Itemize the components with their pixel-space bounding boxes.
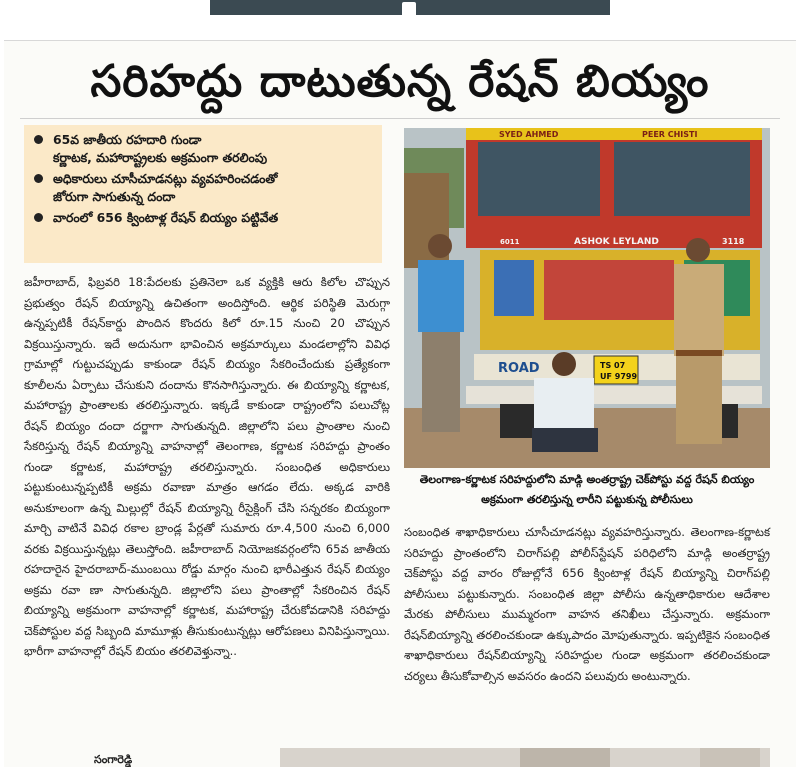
truck-police-photo-illustration <box>404 128 770 468</box>
article-body-right: సంబంధిత శాఖాధికారులు చూసీచూడనట్లు వ్యవహరిస్తున్నారు. తెలంగాణ-కర్ణాటక సరిహద్దు ప్రాంతంలోని చిరాగ్‌పల్లి పోలీస్‌స్టేషన్ పరిధిలోని మాడ్గి అంతర్రాష్ట్ర చెక్‌పోస్టు వద్ద వారం రోజుల్లోనే 656 క్వింటాళ్ల రేషన్ బియ్యాన్ని చిరాగ్‌పల్లి పోలీసులు పట్టుకున్నారు. సంబంధిత జిల్లా పోలీసు ఉన్నతాధికారుల ఆదేశాల మేరకు పోలీసులు ముమ్మరంగా వాహన తనిఖీలు చేస్తున్నారు. అక్రమంగా రేషన్‌బియ్యాన్ని తరలించకుండా ఉక్కుపాదం మోపుతున్నారు. ఇప్పటికైన సంబంధిత శాఖాధికారులు రేషన్‌బియ్యాన్ని సరిహద్దుల గుండా అక్రమంగా తరలించకుండా చర్యలు తీసుకోవాల్సిన అవసరం ఉందని పలువురు అంటున్నారు. <box>404 525 770 683</box>
photo-block <box>700 748 760 767</box>
article-column-left <box>24 272 390 662</box>
plate-line1: TS 07 UF 9799 <box>600 361 638 381</box>
bullet-dot-icon <box>34 213 43 222</box>
headline: సరిహద్దు దాటుతున్న రేషన్ బియ్యం <box>90 56 710 107</box>
model-text: 3118 <box>722 237 745 246</box>
highlight-text: 65వ జాతీయ రహదారి గుండా కర్ణాటక, మహారాష్ట్రలకు అక్రమంగా తరలింపు <box>53 132 268 165</box>
bullet-dot-icon <box>34 135 43 144</box>
masthead-bar <box>210 0 610 15</box>
photo-block <box>520 748 610 767</box>
next-article-dateline: సంగారెడ్డి <box>94 753 133 766</box>
cab-left-text: SYED AHMED <box>499 130 559 139</box>
photo-caption: తెలంగాణ-కర్ణాటక సరిహద్దులోని మాడ్గి అంతర్రాష్ట్ర చెక్‌పోస్టు వద్ద రేషన్ బియ్యం అక్రమంగా తరలిస్తున్న లారీని పట్టుకున్న పోలీసులు <box>419 473 755 506</box>
bumper-text: ROAD <box>498 361 540 376</box>
grille-brand-text: ASHOK LEYLAND <box>574 237 659 247</box>
article-body-left: జహీరాబాద్, ఫిబ్రవరి 18:పేదలకు ప్రతినెలా ఒక వ్యక్తికి ఆరు కిలోల చొప్పున ప్రభుత్వం రేషన్ బియ్యాన్ని ఉచితంగా అందిస్తోంది. ఆర్థిక పరిస్థితి మెరుగ్గా ఉన్నప్పటికీ రేషన్‌కార్డు పొందిన కొందరు కిలో రూ.15 నుంచి 20 చొప్పున విక్రయిస్తున్నారు. ఇదే అదునుగా భావించిన అక్రమార్కులు మండలాల్లోని వివిధ గ్రామాల్లో గుట్టుచప్పుడు కాకుండా రేషన్ బియ్యం సేకరించేందుకు ప్రత్యేకంగా కూలీలను ఏర్పాటు చేసుకుని దందాను కొనసాగిస్తున్నారు. ఈ బియ్యాన్ని కర్ణాటక, మహారాష్ట్ర ప్రాంతాలకు తరలిస్తున్నారు. ఇక్కడే కాకుండా రాష్ట్రంలోని పలుచోట్ల రేషన్ బియ్యం దందా దర్జాగా సాగుతున్నది. జిల్లాలోని పలు ప్రాంతాల నుంచి సేకరిస్తున్న రేషన్ బియ్యాన్ని వాహనాల్లో తెలంగాణ, కర్ణాటక సరిహద్దు ప్రాంతం గుండా కర్ణాటక, మహారాష్ట్ర తరలిస్తున్నారు. సంబంధిత అధికారులు పట్టుకుంటున్నప్పటికీ అక్రమ రవాణా మాత్రం ఆగడం లేదు. అక్కడ వారికి అనుకూలంగా ఉన్న మిల్లుల్లో రేషన్ బియ్యాన్ని రీసైక్లింగ్ చేసి సన్నరకం బియ్యంగా మార్చి వాటినే వివిధ రకాల బ్రాండ్ల పేర్లతో సుమారు రూ.4,500 నుంచి 6,000 వరకు విక్రయిస్తున్నట్లు తెలుస్తోంది. జహీరాబాద్ నియోజకవర్గంలోని 65వ జాతీయ రహదారైన హైదరాబాద్-ముంబయి రోడ్డు మార్గం నుంచి భారీఎత్తున రేషన్ బియ్యం అక్రమ రవా ణా సాగుతున్నది. జిల్లాలోని పలు ప్రాంతాల్లో సేకరించిన రేషన్ బియ్యాన్ని అక్రమంగా వాహనాల్లో కర్ణాటక, మహారాష్ట్ర చేరుకోవడానికి సరిహద్దు చెక్‌పోస్టుల వద్ద సిబ్బంది మామూళ్లు తీసుకుంటున్నట్లు ఆరోపణలు వినిపిస్తున్నాయి. భారీగా వాహనాల్లో రేషన్ బియం తరలివెళ్తున్నా.. <box>24 275 390 658</box>
highlight-item <box>34 170 372 206</box>
badge-text: 6011 <box>500 238 520 246</box>
article-column-right <box>404 522 770 686</box>
highlight-text: వారంలో 656 క్వింటాళ్ల రేషన్ బియ్యం పట్టివేత <box>53 210 279 225</box>
next-article-photo <box>280 748 770 767</box>
highlight-item <box>34 209 372 227</box>
bullet-dot-icon <box>34 174 43 183</box>
highlights-box <box>24 125 382 263</box>
headline-rule <box>20 118 780 119</box>
news-photo <box>404 128 770 468</box>
cab-right-text: PEER CHISTI <box>642 130 698 139</box>
highlight-item <box>34 131 372 167</box>
highlight-text: అధికారులు చూసీచూడనట్లు వ్యవహరించడంతో జోరుగా సాగుతున్న దందా <box>53 171 278 204</box>
masthead-mark <box>402 2 416 15</box>
